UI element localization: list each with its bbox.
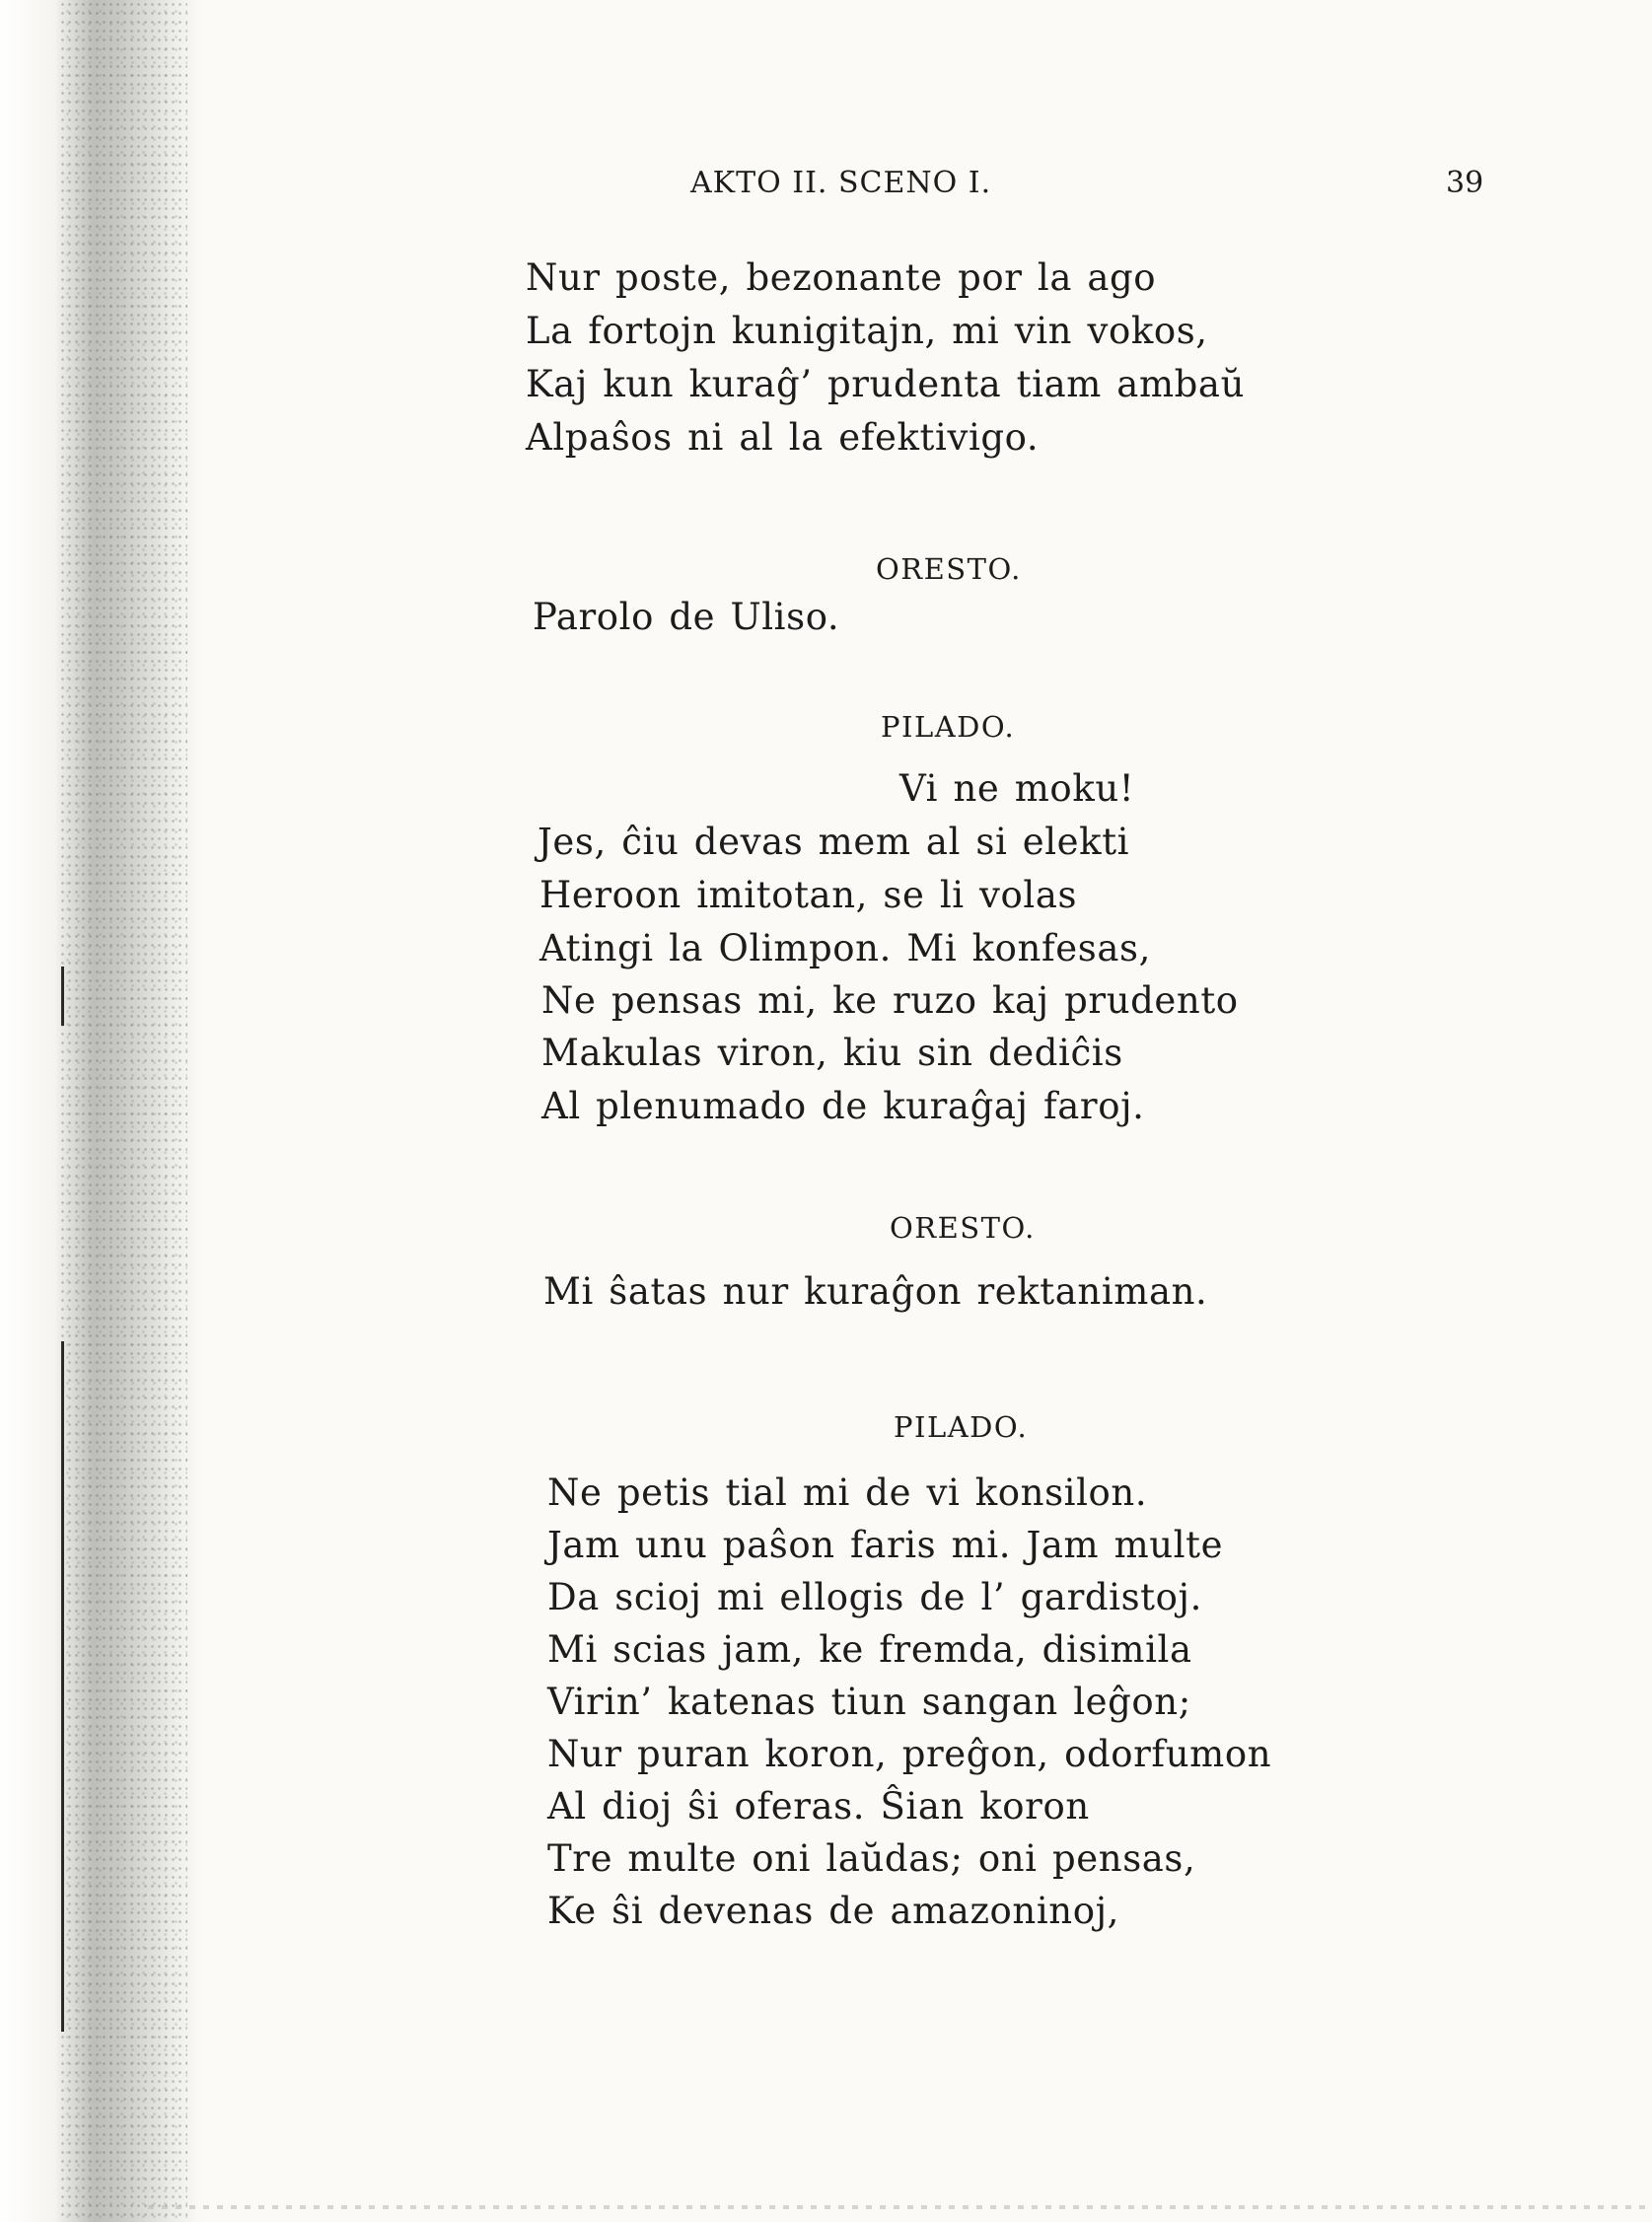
verse-line: Ne pensas mi, ke ruzo kaj prudento bbox=[541, 979, 1239, 1022]
speaker-heading: PILADO. bbox=[894, 1410, 1029, 1444]
running-title: AKTO II. SCENO I. bbox=[690, 166, 992, 200]
verse-line: Al plenumado de kuraĝaj faroj. bbox=[541, 1085, 1145, 1127]
verse-line: Mi ŝatas nur kuraĝon rektaniman. bbox=[543, 1270, 1208, 1313]
verse-line: Jam unu paŝon faris mi. Jam multe bbox=[547, 1524, 1224, 1566]
verse-line: Atingi la Olimpon. Mi konfesas, bbox=[539, 927, 1151, 969]
verse-line: Al dioj ŝi oferas. Ŝian koron bbox=[547, 1785, 1090, 1828]
speaker-heading: ORESTO. bbox=[890, 1211, 1036, 1245]
verse-line: Vi ne moku! bbox=[899, 767, 1135, 810]
page-number: 39 bbox=[1446, 166, 1484, 200]
binding-line bbox=[61, 967, 64, 1026]
verse-line: Nur poste, bezonante por la ago bbox=[526, 256, 1157, 299]
verse-line: Nur puran koron, preĝon, odorfumon bbox=[547, 1733, 1272, 1775]
verse-line: La fortojn kunigitajn, mi vin vokos, bbox=[526, 310, 1208, 352]
verse-line: Da scioj mi ellogis de l’ gardistoj. bbox=[547, 1576, 1202, 1618]
verse-line: Jes, ĉiu devas mem al si elekti bbox=[538, 821, 1130, 863]
page-bottom-edge bbox=[148, 2205, 1652, 2209]
verse-line: Tre multe oni laŭdas; oni pensas, bbox=[547, 1837, 1196, 1880]
binding-line bbox=[61, 1341, 64, 2032]
verse-line: Alpaŝos ni al la efektivigo. bbox=[526, 416, 1040, 459]
verse-line: Kaj kun kuraĝ’ prudenta tiam ambaŭ bbox=[526, 363, 1246, 405]
verse-line: Heroon imitotan, se li volas bbox=[539, 874, 1078, 916]
verse-line: Makulas viron, kiu sin dediĉis bbox=[541, 1032, 1123, 1074]
page-header bbox=[0, 166, 1652, 215]
speaker-heading: ORESTO. bbox=[876, 552, 1022, 586]
binding-speckle bbox=[59, 0, 187, 2222]
speaker-heading: PILADO. bbox=[881, 710, 1016, 744]
verse-line: Ne petis tial mi de vi konsilon. bbox=[547, 1471, 1148, 1514]
verse-line: Parolo de Uliso. bbox=[533, 596, 840, 638]
verse-line: Mi scias jam, ke fremda, disimila bbox=[547, 1628, 1192, 1671]
verse-line: Ke ŝi devenas de amazoninoj, bbox=[547, 1890, 1120, 1932]
verse-line: Virin’ katenas tiun sangan leĝon; bbox=[547, 1681, 1191, 1723]
